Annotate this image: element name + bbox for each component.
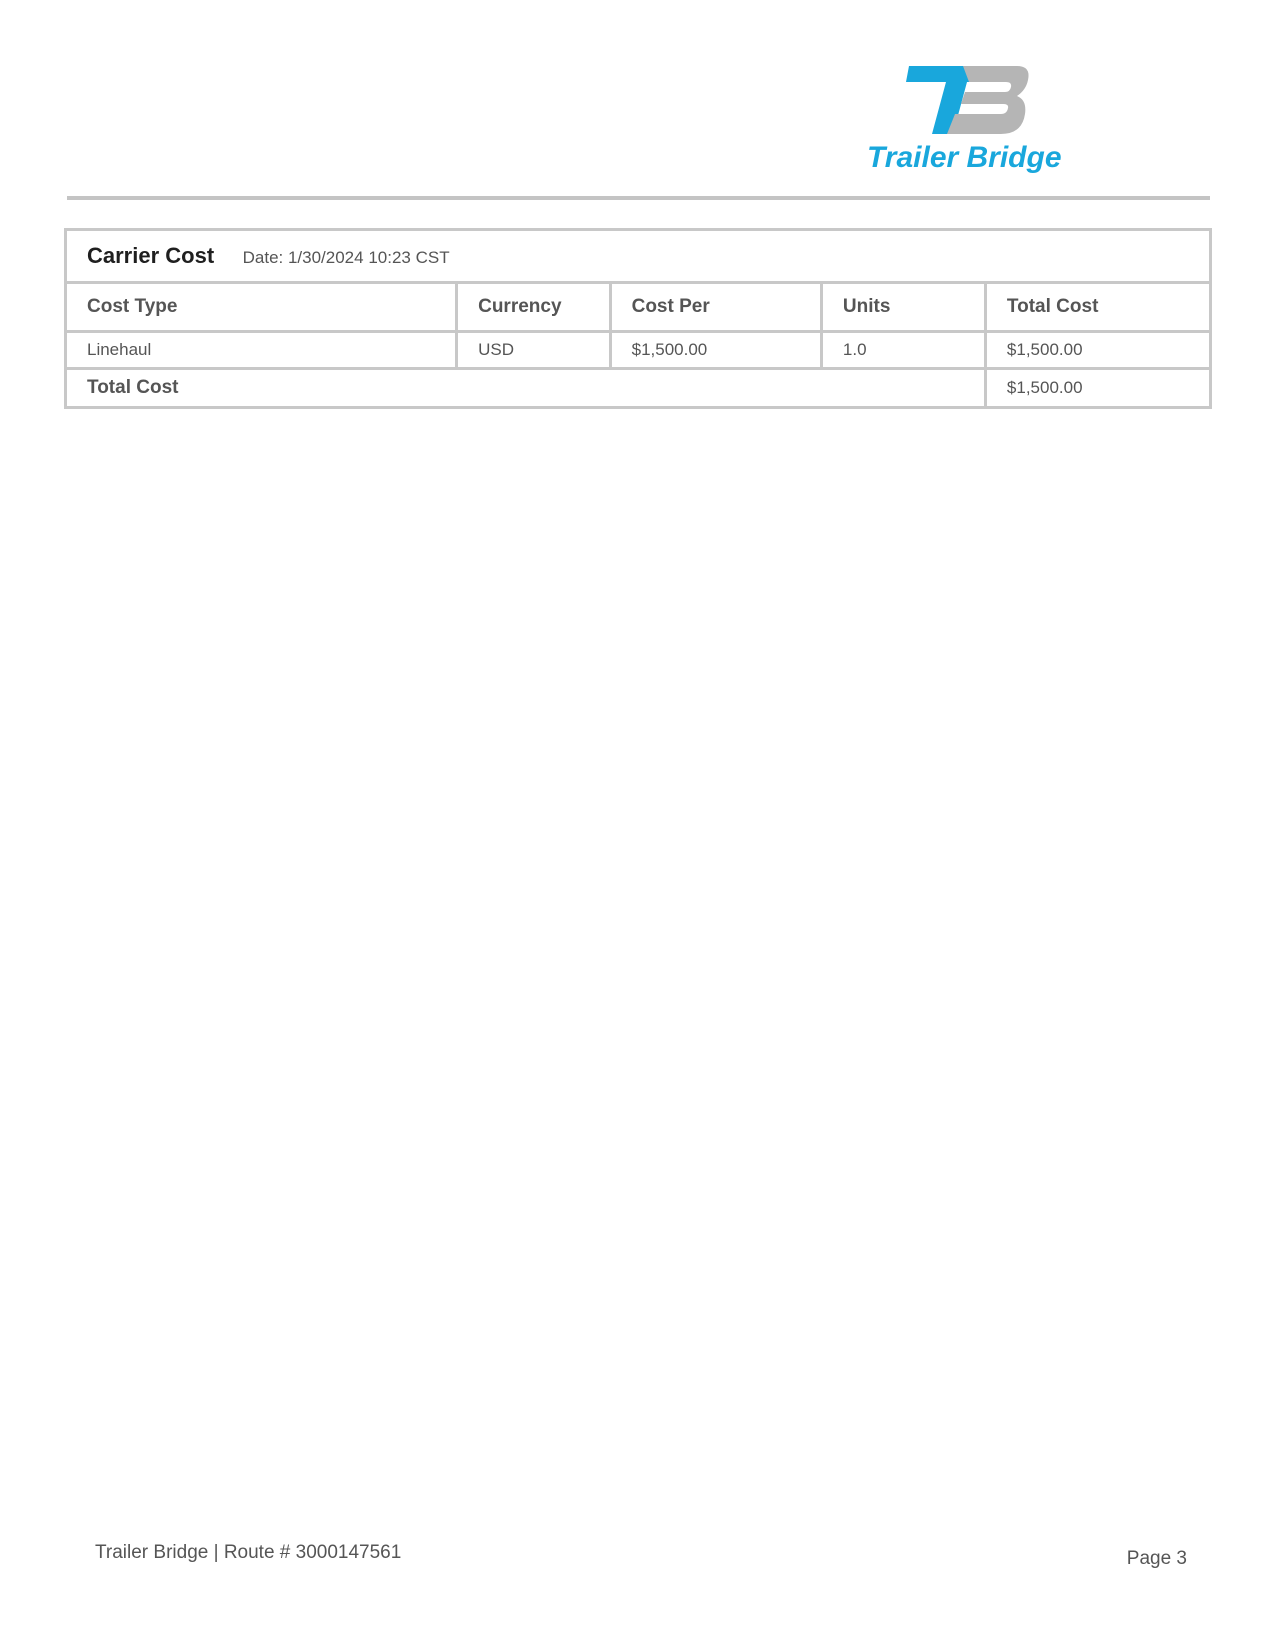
column-header-cost-type: Cost Type [66, 283, 457, 332]
trailer-bridge-logo [867, 62, 1105, 182]
cell-units: 1.0 [821, 332, 985, 369]
carrier-cost-table [64, 228, 1212, 409]
table-title-cell [66, 230, 1211, 283]
cell-cost-per: $1,500.00 [610, 332, 821, 369]
footer-page-number: Page 3 [1126, 1548, 1187, 1569]
header-rule [67, 196, 1210, 200]
column-header-total-cost: Total Cost [985, 283, 1210, 332]
section-title: Carrier Cost [87, 243, 215, 268]
table-row [66, 332, 1211, 369]
column-header-cost-per: Cost Per [610, 283, 821, 332]
footer-route-text: Trailer Bridge | Route # 3000147561 [95, 1542, 402, 1563]
logo-text: Trailer Bridge [867, 141, 1062, 174]
section-date: Date: 1/30/2024 10:23 CST [242, 248, 450, 267]
column-header-currency: Currency [457, 283, 611, 332]
table-header-row [66, 283, 1211, 332]
cell-currency: USD [457, 332, 611, 369]
cell-cost-type: Linehaul [66, 332, 457, 369]
table-title-row [66, 230, 1211, 283]
total-label: Total Cost [66, 369, 986, 408]
cell-total-cost: $1,500.00 [985, 332, 1210, 369]
table-total-row [66, 369, 1211, 408]
column-header-units: Units [821, 283, 985, 332]
total-value: $1,500.00 [985, 369, 1210, 408]
